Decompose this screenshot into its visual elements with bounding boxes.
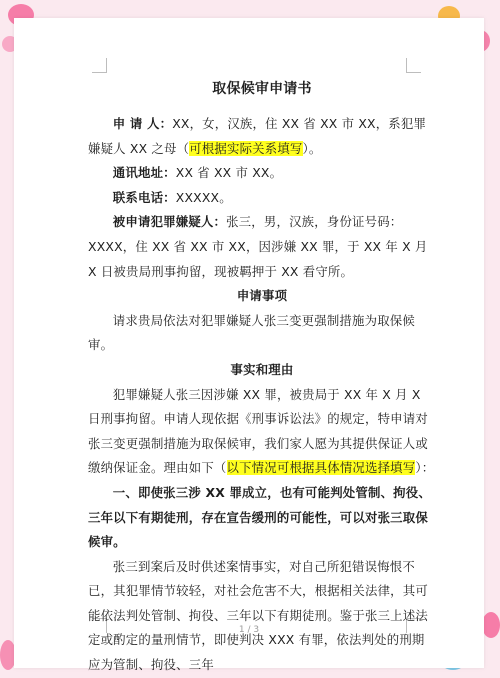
crop-mark [406, 58, 421, 73]
section-heading-facts: 事实和理由 [230, 361, 294, 377]
phone-text: XXXXX。 [175, 189, 232, 205]
address-text: XX 省 XX 市 XX。 [175, 165, 283, 181]
facts-suffix: ）： [415, 460, 435, 476]
phone-paragraph [88, 186, 436, 211]
suspect-label: 被申请犯罪嫌疑人： [112, 214, 227, 230]
applicant-text: XX，女，汉族，住 XX 省 XX 市 XX，系犯罪嫌疑人 XX 之母（ [88, 116, 427, 156]
address-label: 通讯地址： [112, 165, 176, 181]
reason-detail-paragraph: 张三到案后及时供述案情事实，对自己所犯错误悔恨不已，其犯罪情节较轻，对社会危害不大，根据相关法律，其可能依法判处管制、拘役、三年以下有期徒刑。鉴于张三上述法定或酌定的量刑情节，即使判决 XXX 有罪，依法判处的刑期应为管制、拘役、三年 [88, 558, 428, 673]
address-paragraph [88, 161, 436, 186]
crop-mark [92, 58, 107, 73]
decor-blob [482, 612, 500, 638]
phone-label: 联系电话： [112, 189, 176, 205]
request-paragraph: 请求贵局依法对犯罪嫌疑人张三变更强制措施为取保候审。 [88, 312, 415, 353]
applicant-paragraph [88, 112, 436, 161]
document-body [88, 78, 436, 678]
suspect-text: 张三，男，汉族，身份证号码：XXXX，住 XX 省 XX 市 XX，因涉嫌 XX 罪，于 XX 年 X 月 X 日被贵局刑事拘留，现被羁押于 XX 看守所。 [88, 214, 428, 279]
applicant-label: 申 请 人： [112, 116, 173, 131]
facts-text: 犯罪嫌疑人张三因涉嫌 XX 罪，被贵局于 XX 年 X 月 X 日刑事拘留。申请人现依据《刑事诉讼法》的规定，特申请对张三变更强制措施为取保候审，我们家人愿为其提供保证人或缴纳保证金。理由如下（ [88, 386, 428, 476]
applicant-highlight: 可根据实际关系填写 [189, 140, 303, 156]
document-page[interactable] [14, 18, 484, 673]
page-indicator: 1 / 3 [238, 625, 260, 635]
applicant-suffix: ）。 [302, 140, 322, 156]
reason-point-1: 一、即使张三涉 XX 罪成立，也有可能判处管制、拘役、三年以下有期徒刑，存在宣告缓刑的可能性，可以对张三取保候审。 [88, 484, 431, 550]
facts-paragraph [88, 383, 436, 481]
section-heading-request: 申请事项 [236, 288, 288, 304]
document-title: 取保候审申请书 [212, 81, 312, 97]
facts-highlight: 以下情况可根据具体情况选择填写 [226, 460, 416, 476]
suspect-paragraph [88, 210, 436, 284]
